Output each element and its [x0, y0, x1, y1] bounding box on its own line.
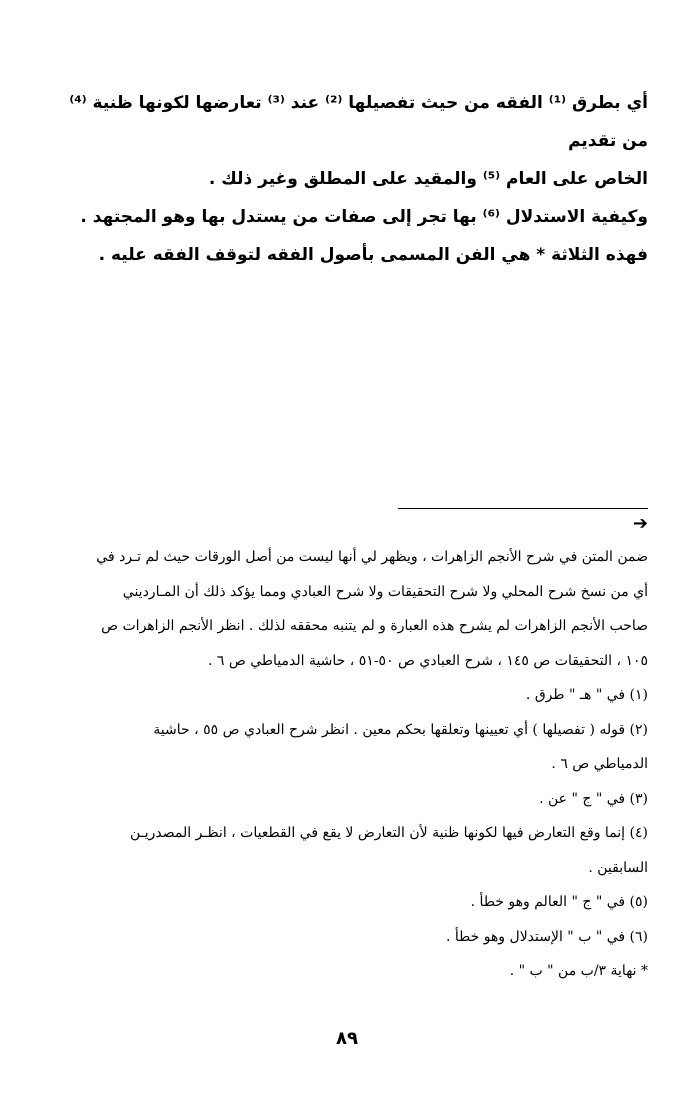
- main-text-block: [60, 84, 648, 274]
- continuation-arrow-icon: ➔: [632, 513, 648, 534]
- main-text-line: أي بطرق ⁽¹⁾ الفقه من حيث تفصيلها ⁽²⁾ عند ⁽³⁾ تعارضها لكونها ظنية ⁽⁴⁾ من تقديم: [69, 93, 648, 151]
- footnote-line: ١٠٥ ، التحقيقات ص ١٤٥ ، شرح العبادي ص ٥٠-٥١ ، حاشية الدمياطي ص ٦ .: [207, 652, 648, 669]
- footnotes-block: [60, 540, 648, 989]
- footnote-line: ضمن المتن في شرح الأنجم الزاهرات ، ويظهر لي أنها ليست من أصل الورقات حيث لم تـرد في: [96, 549, 648, 565]
- footnote-line: * نهاية ٣/ب من " ب " .: [509, 963, 648, 979]
- footnote-line: (١) في " هـ " طرق .: [525, 687, 648, 703]
- footnote-line: أي من نسخ شرح المحلي ولا شرح التحقيقات ولا شرح العبادي ومما يؤكد ذلك أن المـارديني: [122, 583, 648, 600]
- main-text-line: فهذه الثلاثة * هي الفن المسمى بأصول الفقه لتوقف الفقه عليه .: [98, 245, 648, 265]
- footnote-line: (٦) في " ب " الإستدلال وهو خطأ .: [445, 928, 648, 945]
- footnote-line: صاحب الأنجم الزاهرات لم يشرح هذه العبارة و لم يتنبه محققه لذلك . انظر الأنجم الزاهرات ص: [101, 618, 648, 634]
- page-number: ٨٩: [336, 1028, 358, 1049]
- main-text-line: وكيفية الاستدلال ⁽⁶⁾ بها تجر إلى صفات من يستدل بها وهو المجتهد .: [80, 207, 648, 227]
- footnote-line: (٤) إنما وقع التعارض فيها لكونها ظنية لأن التعارض لا يقع في القطعيات ، انظـر المصدريـن: [130, 825, 648, 841]
- footnote-line: السابقين .: [588, 859, 648, 876]
- footnote-line: (٣) في " ج " عن .: [539, 790, 648, 807]
- main-text-line: الخاص على العام ⁽⁵⁾ والمقيد على المطلق وغير ذلك .: [208, 169, 648, 189]
- footnote-line: الدمياطي ص ٦ .: [551, 756, 648, 772]
- footnote-divider: [398, 508, 648, 509]
- footnote-line: (٥) في " ج " العالم وهو خطأ .: [470, 894, 648, 910]
- footnote-line: (٢) قوله ( تفصيلها ) أي تعيينها وتعلقها بحكم معين . انظر شرح العبادي ص ٥٥ ، حاشية: [153, 721, 648, 738]
